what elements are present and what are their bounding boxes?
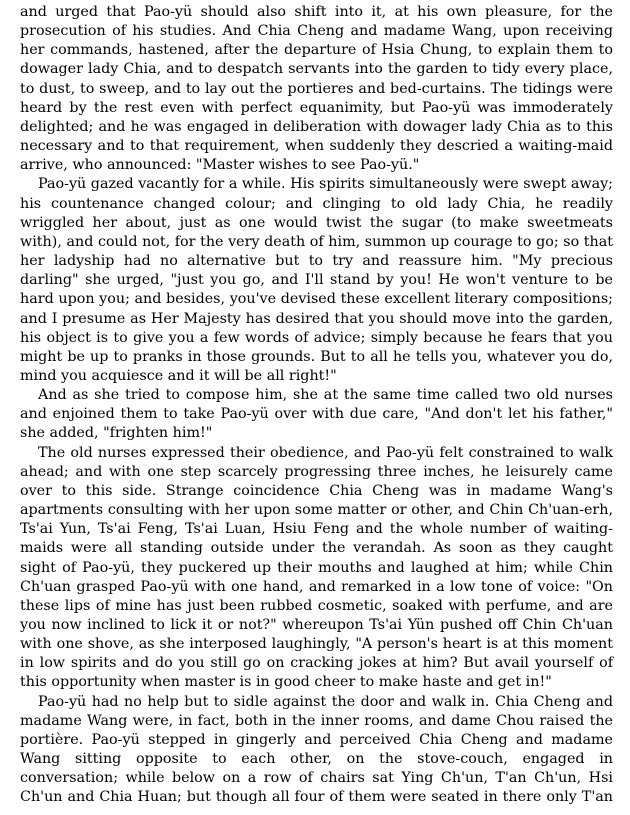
paragraph-1: and urged that Pao-yü should also shift into it, at his own pleasure, for the prosecution of his studies. And Chia Cheng and madame Wang, upon receiving her commands, hastened, after the departure of Hsia Chung, to explain them to dowager lady Chia, and to despatch servants into the garden to tidy every place, to dust, to sweep, and to lay out the portieres and bed-curtains. The tidings were heard by the rest even with perfect equanimity, but Pao-yü was immoderately delighted; and he was engaged in deliberation with dowager lady Chia as to this necessary and to that requirement, when suddenly they descried a waiting-maid arrive, who announced: "Master wishes to see Pao-yü." bbox=[20, 4, 613, 174]
page-text bbox=[20, 3, 613, 808]
paragraph-4: The old nurses expressed their obedience, and Pao-yü felt constrained to walk ahead; and with one step scarcely progressing three inches, he leisurely came over to this side. Strange coincidence Chia Cheng was in madame Wang's apartments consulting with her upon some matter or other, and Chin Ch'uan-erh, Ts'ai Yun, Ts'ai Feng, Ts'ai Luan, Hsiu Feng and the whole number of waiting-maids were all standing outside under the verandah. As soon as they caught sight of Pao-yü, they puckered up their mouths and laughed at him; while Chin Ch'uan grasped Pao-yü with one hand, and remarked in a low tone of voice: "On these lips of mine has just been rubbed cosmetic, soaked with perfume, and are you now inclined to lick it or not?" whereupon Ts'ai Yün pushed off Chin Ch'uan with one shove, as she interposed laughingly, "A person's heart is at this moment in low spirits and do you still go on cracking jokes at him? But avail yourself of this opportunity when master is in good cheer to make haste and get in!" bbox=[20, 444, 613, 691]
paragraph-3: And as she tried to compose him, she at the same time called two old nurses and enjoined them to take Pao-yü over with due care, "And don't let his father," she added, "frighten him!" bbox=[20, 387, 613, 442]
paragraph-2: Pao-yü gazed vacantly for a while. His spirits simultaneously were swept away; his countenance changed colour; and clinging to old lady Chia, he readily wriggled her about, just as one would twist the sugar (to make sweetmeats with), and could not, for the very death of him, summon up courage to go; so that her ladyship had no alternative but to try and reassure him. "My precious darling" she urged, "just you go, and I'll stand by you! He won't venture to be hard upon you; and besides, you've devised these excellent literary compositions; and I presume as Her Majesty has desired that you should move into the garden, his object is to give you a few words of advice; simply because he fears that you might be up to pranks in those grounds. But to all he tells you, whatever you do, mind you acquiesce and it will be all right!" bbox=[20, 176, 613, 384]
paragraph-5: Pao-yü had no help but to sidle against the door and walk in. Chia Cheng and madame Wang were, in fact, both in the inner rooms, and dame Chou raised the portière. Pao-yü stepped in gingerly and perceived Chia Cheng and madame Wang sitting opposite to each other, on the stove-couch, engaged in conversation; while below on a row of chairs sat Ying Ch'un, T'an Ch'un, Hsi Ch'un and Chia Huan; but though all four of them were seated in there only T'an bbox=[20, 693, 613, 806]
